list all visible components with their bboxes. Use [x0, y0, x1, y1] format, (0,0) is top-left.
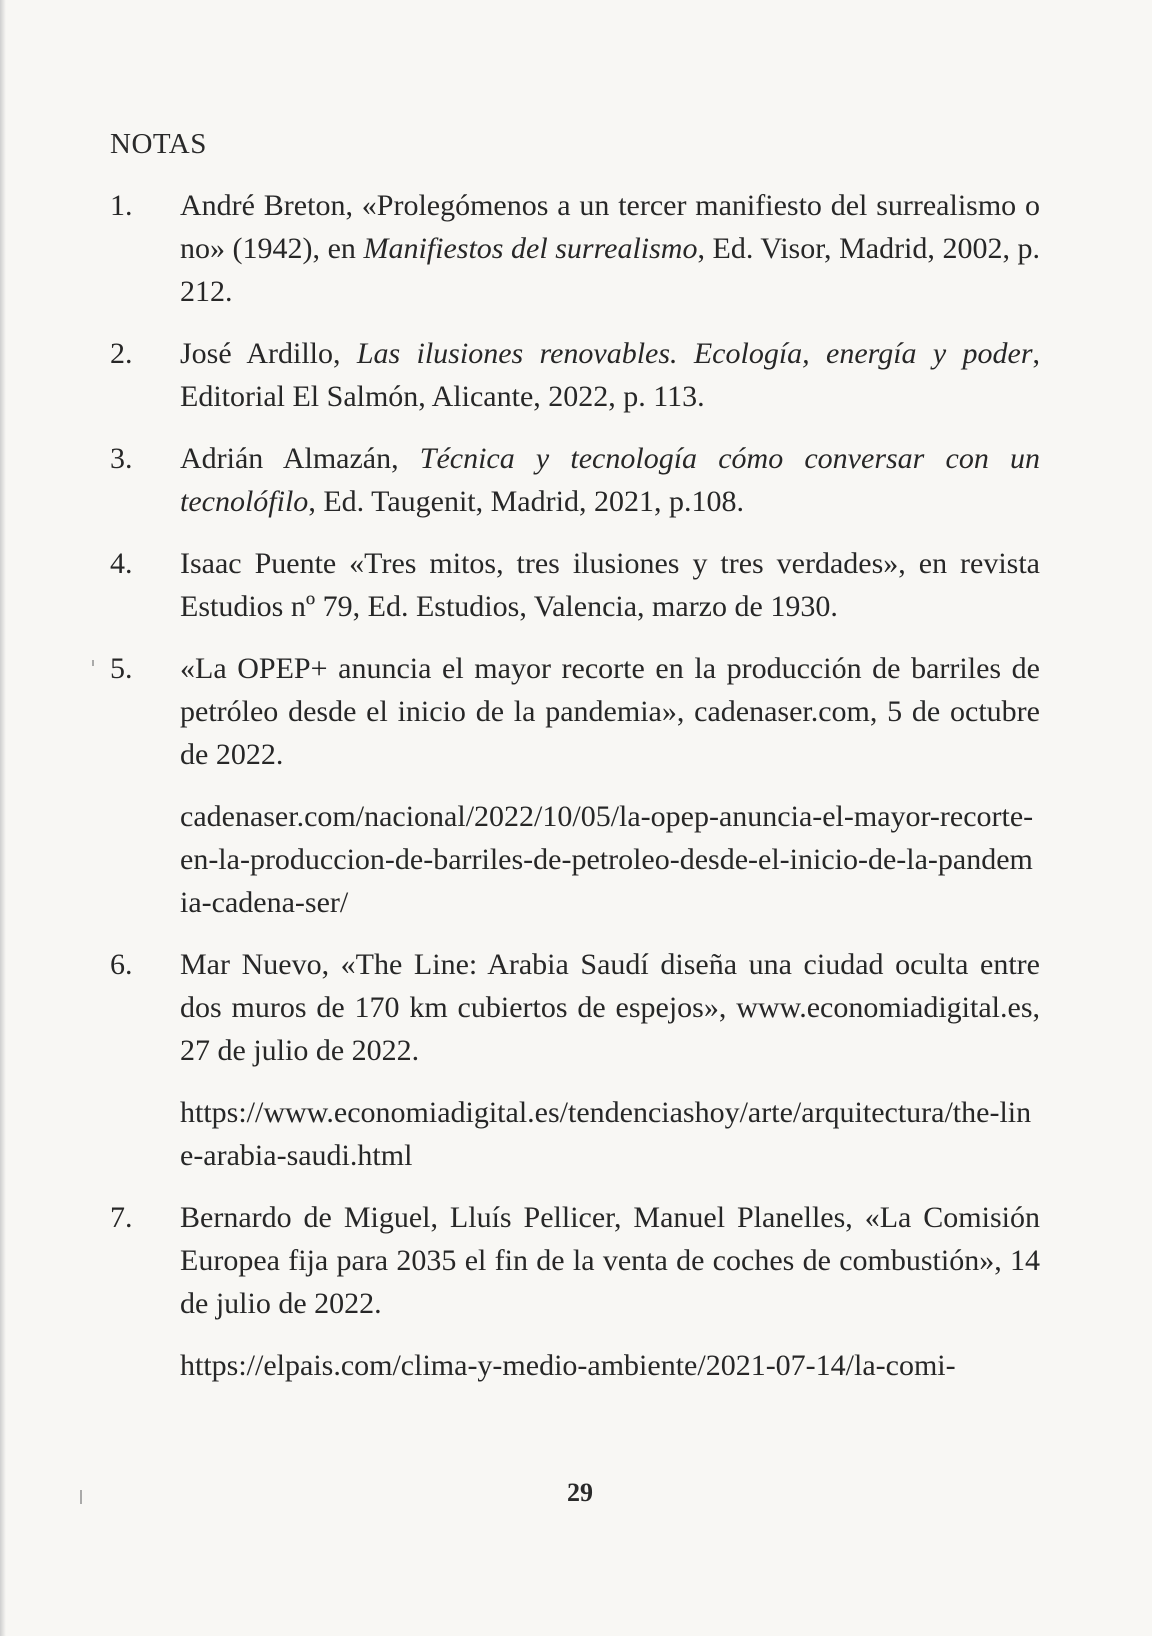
page-edge-shadow: [0, 0, 6, 1636]
citation-text: Adrián Almazán,: [180, 442, 420, 475]
note-number: 3.: [110, 442, 133, 475]
note-url: https://www.economiadigital.es/tendenciashoy/arte/arquitectura/the-line-arabia-saudi.html: [180, 1096, 1032, 1172]
citation-text: André Breton, «Prolegómenos a un tercer manifiesto del surrealismo o no» (1942), en: [180, 189, 1040, 265]
page-number: 29: [567, 1478, 593, 1507]
note-citation: [180, 647, 1040, 776]
note-url: https://elpais.com/clima-y-medio-ambiente/2021-07-14/la-comi-: [180, 1349, 956, 1382]
citation-text: Isaac Puente «Tres mitos, tres ilusiones y tres verdades», en revista Estudios nº 79, Ed. Estudios, Valencia, marzo de 1930.: [180, 547, 1040, 623]
paper-speck: [80, 1490, 82, 1504]
work-title: Las ilusiones renovables. Ecología, energía y poder: [356, 337, 1033, 370]
work-title: Manifiestos del surrealismo: [363, 232, 698, 265]
citation-text: Bernardo de Miguel, Lluís Pellicer, Manuel Planelles, «La Comisión Europea fija para 2035 el fin de la venta de coches de combustión», 14 de julio de 2022.: [180, 1201, 1040, 1320]
notes-list: [110, 184, 1040, 1406]
citation-text: José Ardillo,: [180, 337, 357, 370]
note-item: [110, 943, 1040, 1177]
note-citation: [180, 943, 1040, 1072]
note-item: [110, 647, 1040, 924]
note-citation: [180, 437, 1040, 523]
note-body: [180, 542, 1040, 628]
note-number: 1.: [110, 189, 133, 222]
note-body: [180, 647, 1040, 924]
note-number: 7.: [110, 1201, 133, 1234]
note-body: [180, 1196, 1040, 1387]
note-body: [180, 943, 1040, 1177]
note-body: [180, 437, 1040, 523]
citation-text: «La OPEP+ anuncia el mayor recorte en la producción de barriles de petróleo desde el inicio de la pandemia», cadenaser.com, 5 de octubre de 2022.: [180, 652, 1040, 771]
citation-text: , Ed. Visor, Madrid, 2002, p. 212.: [180, 232, 1041, 308]
note-citation: [180, 184, 1040, 313]
note-item: [110, 1196, 1040, 1387]
note-citation: [180, 542, 1040, 628]
note-url: cadenaser.com/nacional/2022/10/05/la-opep-anuncia-el-mayor-recorte-en-la-produccion-de-barriles-de-petroleo-desde-el-inicio-de-la-pandemia-cadena-ser/: [180, 800, 1034, 919]
note-number: 6.: [110, 948, 133, 981]
note-number: 4.: [110, 547, 133, 580]
work-title: Técnica y tecnología cómo conversar con un tecnolófilo: [180, 442, 1040, 518]
note-body: [180, 184, 1040, 313]
note-citation: [180, 1196, 1040, 1325]
paper-speck: [92, 660, 94, 666]
citation-text: , Editorial El Salmón, Alicante, 2022, p. 113.: [180, 337, 1040, 413]
note-body: [180, 332, 1040, 418]
note-citation: [180, 332, 1040, 418]
citation-text: Mar Nuevo, «The Line: Arabia Saudí diseña una ciudad oculta entre dos muros de 170 km cubiertos de espejos», www.economiadigital.es, 27 de julio de 2022.: [180, 948, 1040, 1067]
note-item: [110, 184, 1040, 313]
note-item: [110, 332, 1040, 418]
note-item: [110, 542, 1040, 628]
note-number: 2.: [110, 337, 133, 370]
note-number: 5.: [110, 652, 133, 685]
citation-text: , Ed. Taugenit, Madrid, 2021, p.108.: [308, 485, 744, 518]
note-item: [110, 437, 1040, 523]
notes-heading: NOTAS: [110, 128, 207, 160]
